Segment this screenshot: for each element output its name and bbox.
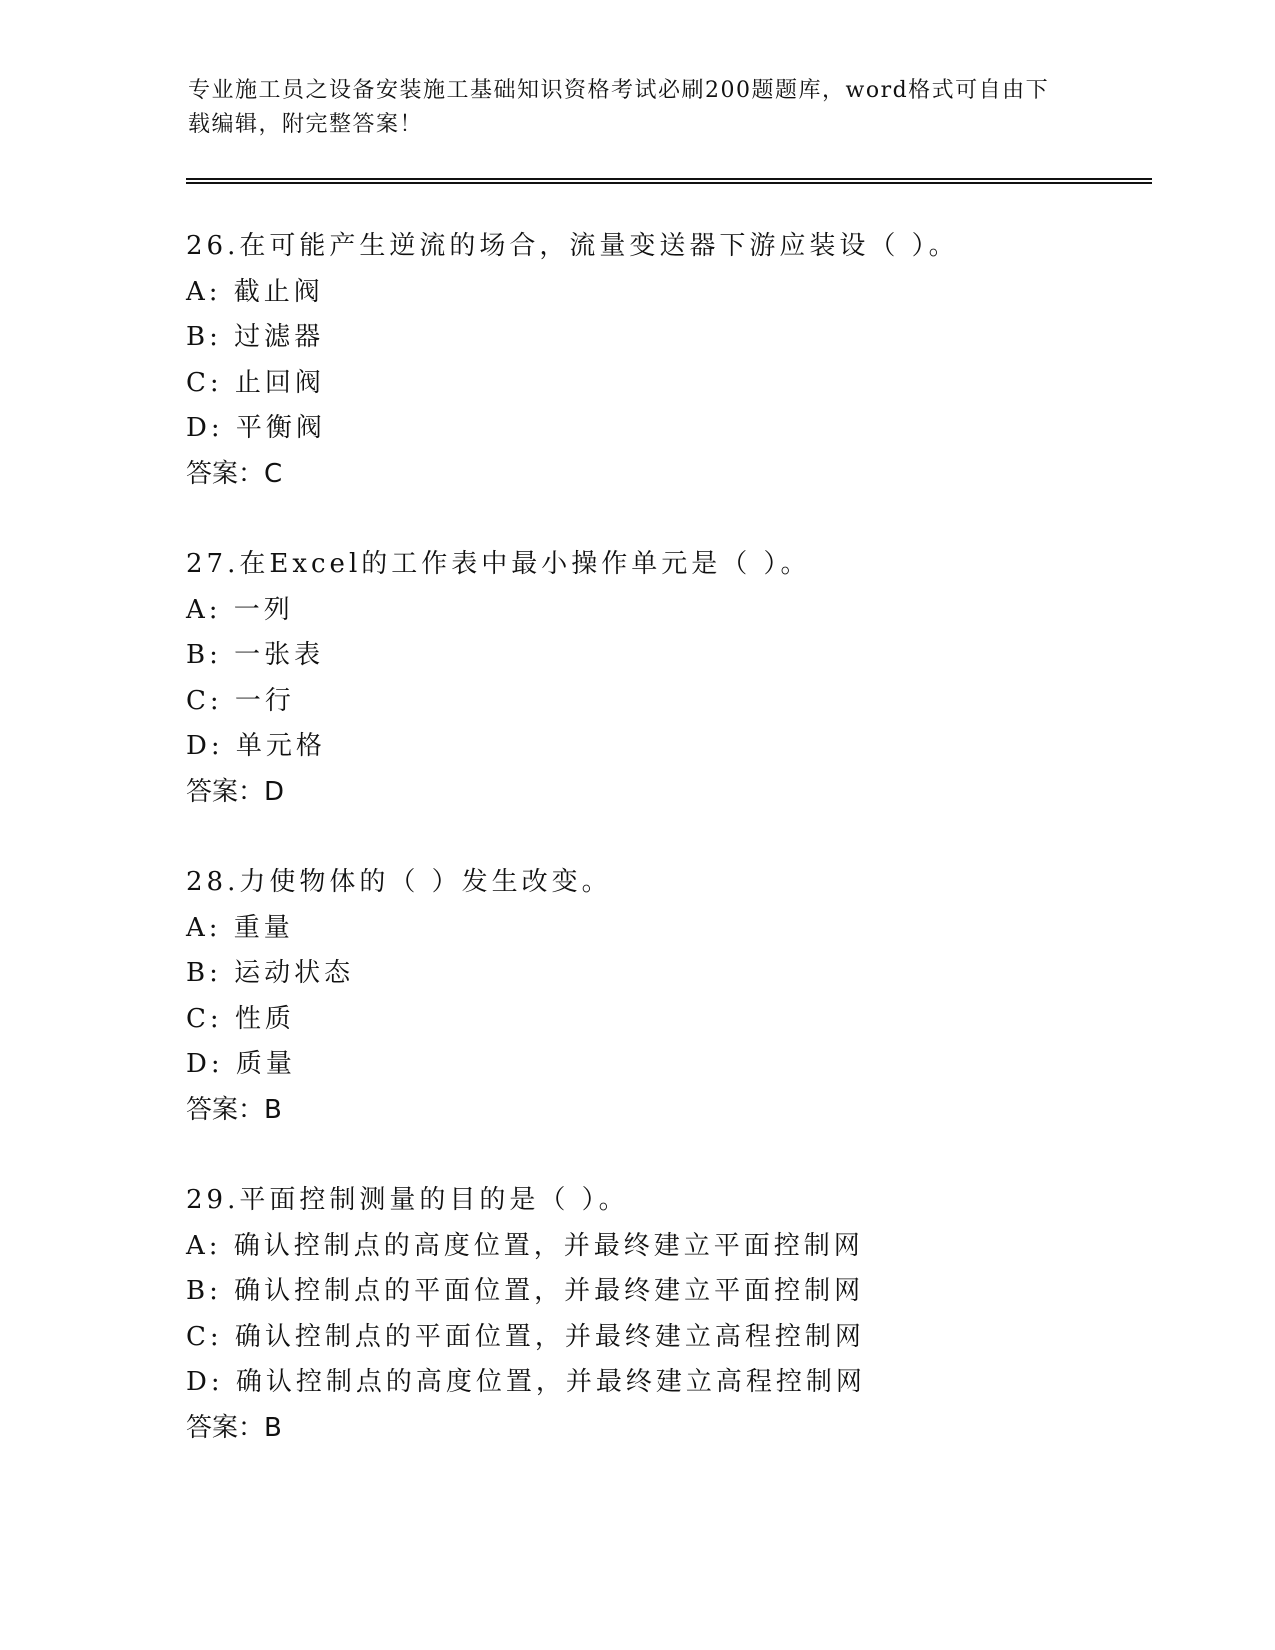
option-d: D: 质量	[186, 1049, 296, 1079]
option-a: A: 截止阀	[186, 276, 324, 307]
question-stem: 27.在Excel的工作表中最小操作单元是（ ）。	[186, 549, 811, 579]
option-c: C: 一行	[186, 685, 295, 716]
option-a: A: 确认控制点的高度位置，并最终建立平面控制网	[186, 1230, 864, 1261]
option-c: C: 确认控制点的平面位置，并最终建立高程控制网	[186, 1321, 865, 1352]
question-stem: 29.平面控制测量的目的是（ ）。	[186, 1185, 629, 1215]
question-27	[186, 542, 1086, 815]
header-double-rule	[186, 178, 1152, 184]
question-29	[186, 1178, 1086, 1451]
option-a: A: 一列	[186, 594, 294, 625]
option-b: B: 确认控制点的平面位置，并最终建立平面控制网	[186, 1276, 865, 1306]
question-26	[186, 224, 1086, 497]
answer: 答案：C	[186, 458, 283, 489]
option-d: D: 单元格	[186, 731, 326, 761]
answer: 答案：B	[186, 1094, 282, 1125]
answer: 答案：B	[186, 1412, 282, 1443]
option-d: D: 确认控制点的高度位置，并最终建立高程控制网	[186, 1367, 866, 1397]
question-stem: 26.在可能产生逆流的场合，流量变送器下游应装设（ ）。	[186, 231, 959, 261]
option-b: B: 一张表	[186, 640, 325, 670]
question-28	[186, 860, 1086, 1133]
option-b: B: 过滤器	[186, 322, 325, 352]
option-a: A: 重量	[186, 912, 294, 943]
option-b: B: 运动状态	[186, 958, 355, 988]
answer: 答案：D	[186, 776, 285, 807]
option-c: C: 性质	[186, 1003, 295, 1034]
question-stem: 28.力使物体的（ ）发生改变。	[186, 867, 612, 897]
option-c: C: 止回阀	[186, 367, 325, 398]
option-d: D: 平衡阀	[186, 413, 326, 443]
document-header-text: 专业施工员之设备安装施工基础知识资格考试必刷200题题库，word格式可自由下载编辑，附完整答案！	[188, 78, 1050, 137]
